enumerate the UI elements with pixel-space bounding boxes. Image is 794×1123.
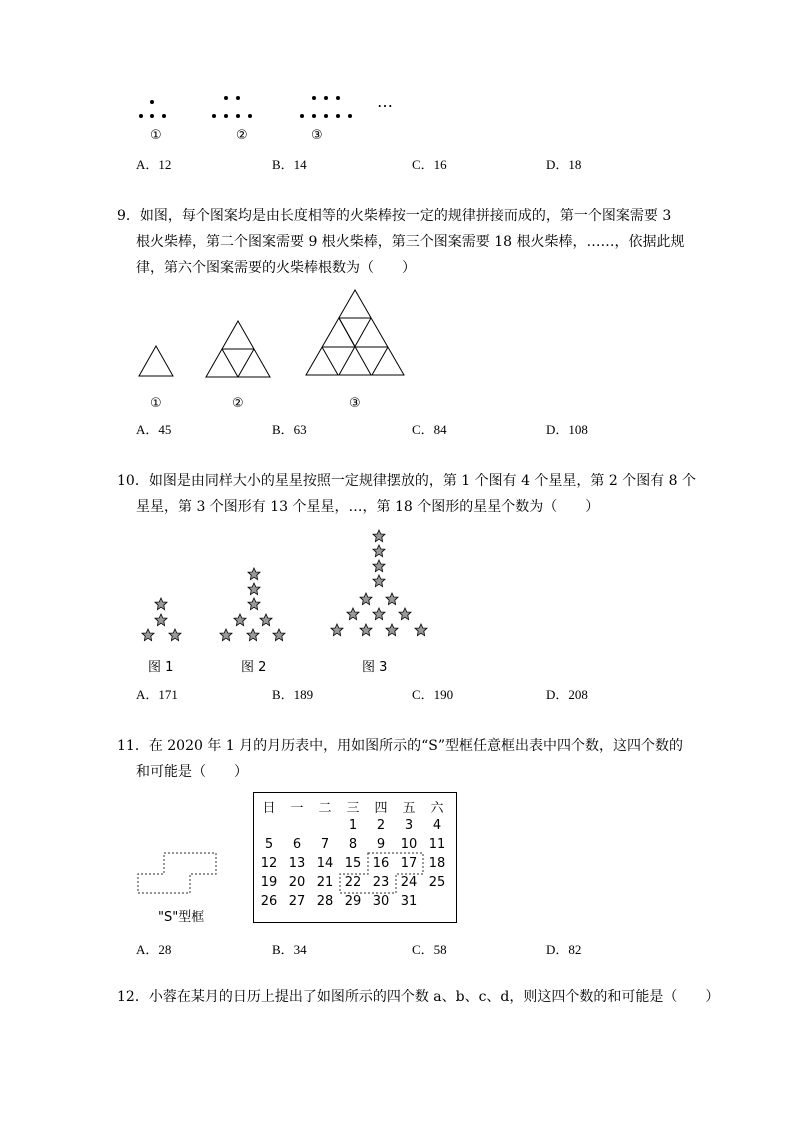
day-cell: 19: [260, 875, 278, 890]
day-cell: 5: [264, 837, 274, 852]
day-cell: 20: [288, 875, 306, 890]
q8-label-2: ②: [236, 128, 248, 143]
day-cell: 8: [348, 837, 358, 852]
q9-stem-line-2: 根火柴棒，第二个图案需要 9 根火柴棒，第三个图案需要 18 根火柴棒，……，依据此规: [136, 234, 685, 250]
day-cell: 23: [372, 875, 390, 890]
q10-option-d[interactable]: D．208: [546, 687, 588, 702]
s-frame-highlight: [254, 793, 458, 924]
q9-option-a[interactable]: A．45: [136, 422, 172, 437]
q9-option-d[interactable]: D．108: [546, 422, 588, 437]
day-cell: 11: [428, 837, 446, 852]
weekday-cell: 日: [262, 801, 276, 816]
q11-option-b[interactable]: B．34: [272, 942, 307, 957]
q9-stem-line-3: 律，第六个图案需要的火柴棒根数为（ ）: [136, 260, 416, 276]
day-cell: 27: [288, 894, 306, 909]
q8-ellipsis: …: [377, 92, 393, 111]
weekday-cell: 一: [290, 801, 304, 816]
weekday-cell: 三: [346, 801, 360, 816]
day-cell: 21: [316, 875, 334, 890]
day-cell: 16: [372, 856, 390, 871]
q10-option-b[interactable]: B．189: [272, 687, 314, 702]
day-cell: 12: [260, 856, 278, 871]
day-cell: 1: [348, 818, 358, 833]
day-cell: 26: [260, 894, 278, 909]
day-cell: 24: [400, 875, 418, 890]
day-cell: 22: [344, 875, 362, 890]
q8-option-a[interactable]: A．12: [136, 157, 172, 172]
q10-stem-line-1: 10．如图是由同样大小的星星按照一定规律摆放的，第 1 个图有 4 个星星，第 2 个图有 8 个: [117, 473, 697, 489]
day-cell: 14: [316, 856, 334, 871]
day-cell: 4: [432, 818, 442, 833]
day-cell: 3: [404, 818, 414, 833]
day-cell: 25: [428, 875, 446, 890]
day-cell: 10: [400, 837, 418, 852]
day-cell: 30: [372, 894, 390, 909]
q11-option-d[interactable]: D．82: [546, 942, 582, 957]
q9-label-2: ②: [232, 396, 244, 411]
q9-label-1: ①: [150, 396, 162, 411]
day-cell: 31: [400, 894, 418, 909]
day-cell: 2: [376, 818, 386, 833]
q11-stem-line-1: 11．在 2020 年 1 月的月历表中，用如图所示的“S”型框任意框出表中四个数，这四个数的: [117, 738, 684, 754]
q8-option-b[interactable]: B．14: [272, 157, 307, 172]
day-cell: 9: [376, 837, 386, 852]
s-frame-label: "S"型框: [158, 910, 205, 925]
q8-option-d[interactable]: D．18: [546, 157, 582, 172]
day-cell: 15: [344, 856, 362, 871]
q9-option-c[interactable]: C．84: [412, 422, 447, 437]
q8-label-1: ①: [150, 128, 162, 143]
q9-stem-line-1: 9．如图，每个图案均是由长度相等的火柴棒按一定的规律拼接而成的，第一个图案需要 3: [117, 208, 672, 224]
weekday-cell: 五: [402, 801, 416, 816]
q8-label-3: ③: [311, 128, 323, 143]
day-cell: 6: [292, 837, 302, 852]
weekday-cell: 二: [318, 801, 332, 816]
q8-option-c[interactable]: C．16: [412, 157, 447, 172]
day-cell: 29: [344, 894, 362, 909]
q9-option-b[interactable]: B．63: [272, 422, 307, 437]
q10-option-a[interactable]: A．171: [136, 687, 178, 702]
q10-stem-line-2: 星星，第 3 个图形有 13 个星星，…，第 18 个图形的星星个数为（ ）: [136, 499, 600, 515]
weekday-cell: 四: [374, 801, 388, 816]
q10-label-3: 图 3: [362, 660, 388, 675]
q11-option-a[interactable]: A．28: [136, 942, 172, 957]
s-shape-frame: [130, 848, 225, 898]
day-cell: 28: [316, 894, 334, 909]
weekday-cell: 六: [430, 801, 444, 816]
q11-stem-line-2: 和可能是（ ）: [136, 764, 248, 780]
q11-option-c[interactable]: C．58: [412, 942, 447, 957]
day-cell: 17: [400, 856, 418, 871]
q10-label-2: 图 2: [241, 660, 267, 675]
calendar-box: [253, 792, 457, 923]
q9-label-3: ③: [349, 396, 361, 411]
q10-label-1: 图 1: [148, 660, 174, 675]
day-cell: 7: [320, 837, 330, 852]
day-cell: 13: [288, 856, 306, 871]
q12-stem: 12．小蓉在某月的日历上提出了如图所示的四个数 a、b、c、d，则这四个数的和可能是（ ）: [117, 989, 720, 1005]
day-cell: 18: [428, 856, 446, 871]
q10-option-c[interactable]: C．190: [412, 687, 454, 702]
